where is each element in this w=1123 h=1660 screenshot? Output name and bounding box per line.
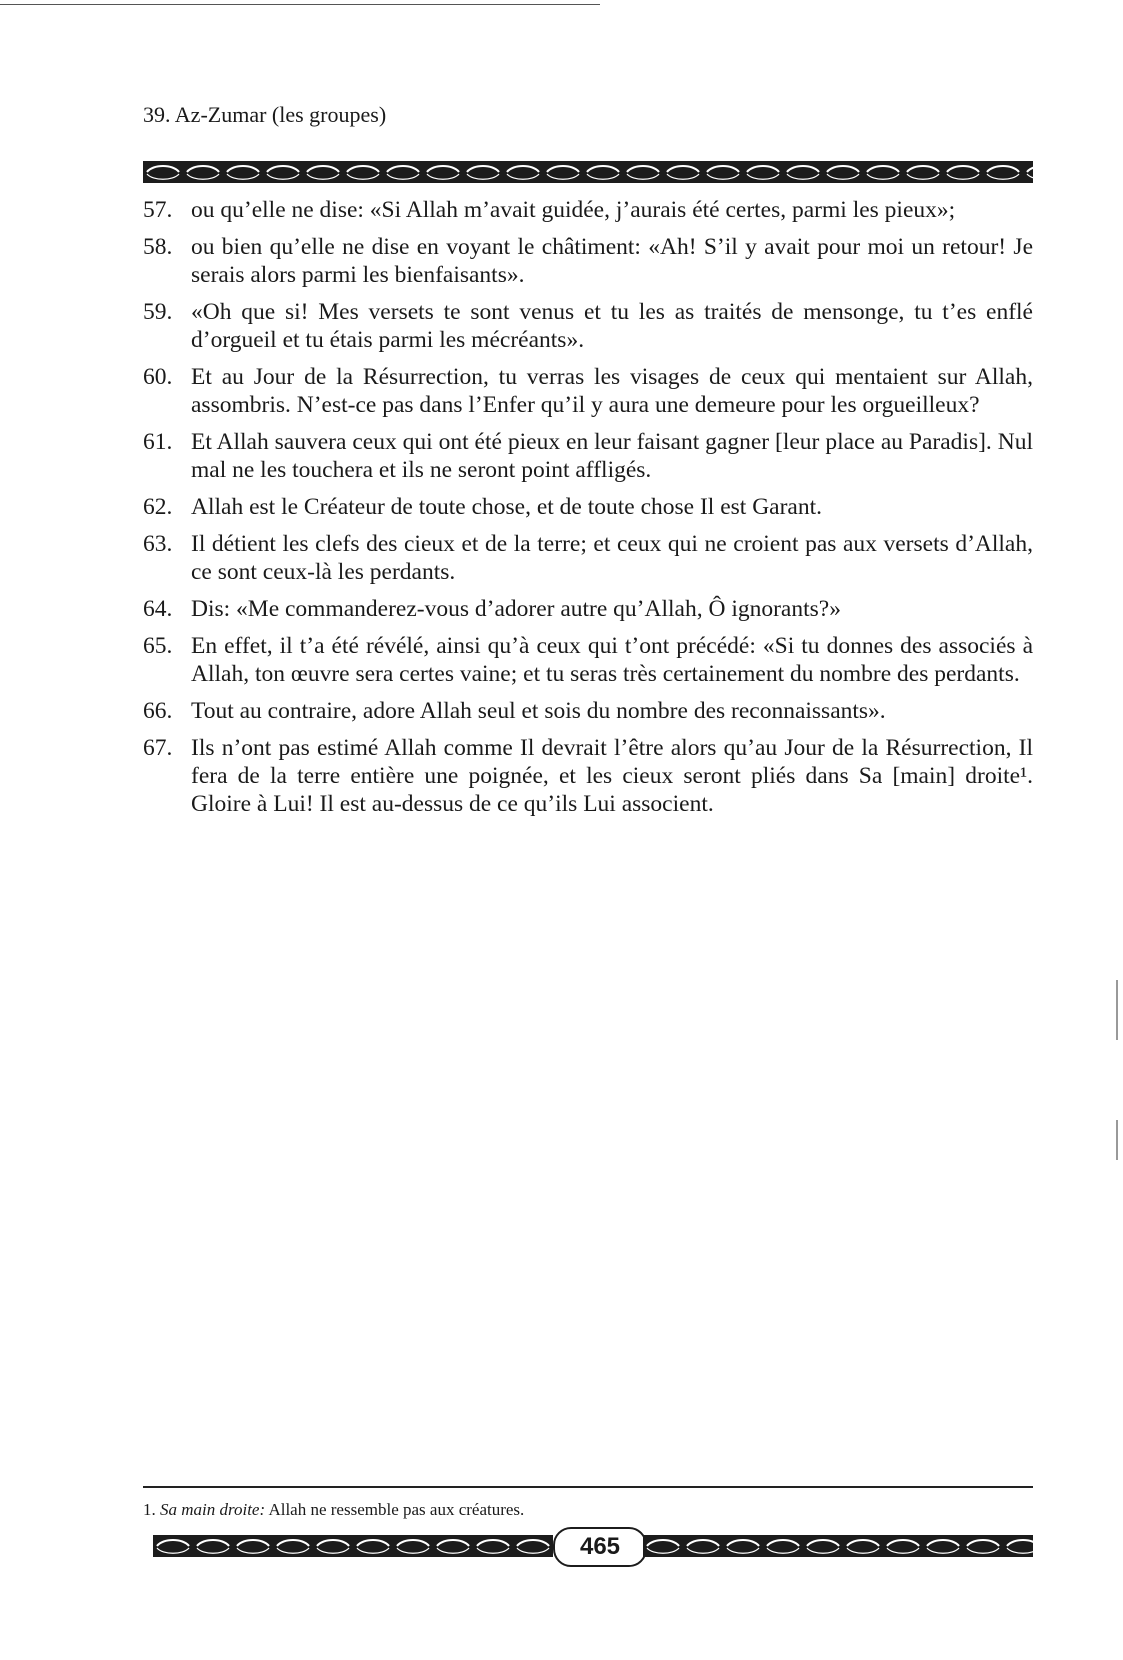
verse-62 [143,493,1033,521]
verse-text: En effet, il t’a été révélé, ainsi qu’à ceux qui t’ont précédé: «Si tu donnes des associés à Allah, ton œuvre sera certes vaine; et tu seras très certainement du nombre des perdants. [191,633,1033,687]
verse-number: 64. [143,596,173,622]
verse-64 [143,595,1033,623]
verse-text: Tout au contraire, adore Allah seul et sois du nombre des reconnaissants». [191,698,886,724]
scan-edge-mark [1116,1120,1118,1160]
verse-text: Il détient les clefs des cieux et de la terre; et ceux qui ne croient pas aux versets d’Allah, ce sont ceux-là les perdants. [191,531,1033,585]
verse-58 [143,233,1033,289]
verse-text: ou qu’elle ne dise: «Si Allah m’avait guidée, j’aurais été certes, parmi les pieux»; [191,197,956,223]
verse-59 [143,298,1033,354]
footnote-rule [143,1486,1033,1488]
verse-number: 57. [143,197,173,223]
verse-list [143,196,1033,827]
verse-number: 62. [143,494,173,520]
verse-text: Dis: «Me commanderez-vous d’adorer autre qu’Allah, Ô ignorants?» [191,596,841,622]
verse-number: 63. [143,531,173,557]
ornamental-band-top [143,161,1033,183]
verse-number: 58. [143,234,173,260]
footnote-text: Allah ne ressemble pas aux créatures. [268,1500,525,1519]
verse-number: 60. [143,364,173,390]
verse-number: 61. [143,429,173,455]
footnote-number: 1. [143,1500,156,1519]
verse-57 [143,196,1033,224]
verse-number: 67. [143,735,173,761]
verse-63 [143,530,1033,586]
verse-text: «Oh que si! Mes versets te sont venus et tu les as traités de mensonge, tu t’es enflé d’orgueil et tu étais parmi les mécréants». [191,299,1033,353]
verse-text: Et Allah sauvera ceux qui ont été pieux en leur faisant gagner [leur place au Paradis]. Nul mal ne les touchera et ils ne seront point affligés. [191,429,1033,483]
top-rule [0,4,600,5]
footnote-term: Sa main droite: [160,1500,266,1519]
running-head: 39. Az-Zumar (les groupes) [143,102,387,127]
verse-number: 65. [143,633,173,659]
verse-number: 66. [143,698,173,724]
verse-65 [143,632,1033,688]
verse-67 [143,734,1033,818]
scan-edge-mark [1116,980,1118,1040]
verse-text: Ils n’ont pas estimé Allah comme Il devrait l’être alors qu’au Jour de la Résurrection, Il fera de la terre entière une poignée, et les cieux seront pliés dans Sa [main] droite¹. Gloire à Lui! Il est au-dessus de ce qu’ils Lui associent. [191,735,1033,817]
verse-text: ou bien qu’elle ne dise en voyant le châtiment: «Ah! S’il y avait pour moi un retour! Je serais alors parmi les bienfaisants». [191,234,1033,288]
verse-number: 59. [143,299,173,325]
footnote [143,1500,524,1520]
verse-61 [143,428,1033,484]
verse-text: Et au Jour de la Résurrection, tu verras les visages de ceux qui mentaient sur Allah, assombris. N’est-ce pas dans l’Enfer qu’il y aura une demeure pour les orgueilleux? [191,364,1033,418]
ornamental-band-bottom-left [153,1535,553,1557]
page-number: 465 [553,1527,647,1567]
verse-66 [143,697,1033,725]
verse-60 [143,363,1033,419]
ornamental-band-bottom-right [643,1535,1033,1557]
verse-text: Allah est le Créateur de toute chose, et de toute chose Il est Garant. [191,494,823,520]
